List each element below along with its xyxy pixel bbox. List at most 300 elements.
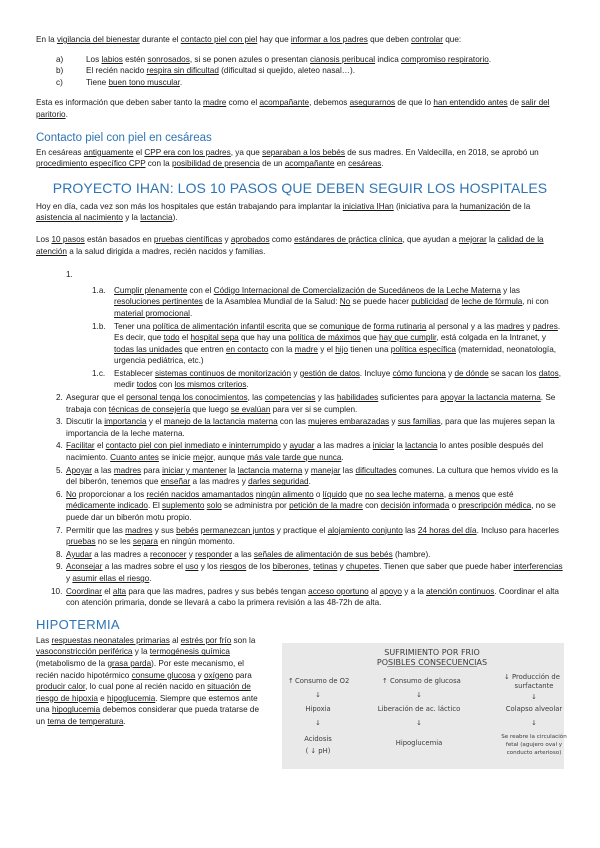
text: a las <box>91 465 114 475</box>
text: y la <box>132 647 150 657</box>
text: de los <box>246 562 273 572</box>
text: las <box>340 465 356 475</box>
underlined-text: asistencia al nacimiento <box>36 213 123 223</box>
underlined-text: publicidad <box>411 297 449 307</box>
underlined-text: madres <box>125 525 153 535</box>
underlined-text: separa <box>132 537 158 547</box>
underlined-text: técnicas de consejería <box>108 404 191 414</box>
underlined-text: todos <box>136 380 157 390</box>
underlined-text: atención continuos <box>426 586 495 596</box>
underlined-text: sistemas continuos de monitorización <box>154 368 292 378</box>
underlined-text: acceso oportuno <box>308 586 369 596</box>
underlined-text: producir calor <box>36 682 86 692</box>
step-item <box>36 549 564 561</box>
text: El recién nacido <box>86 66 147 76</box>
text: el <box>133 147 145 157</box>
step-item <box>36 392 564 415</box>
cesarean-paragraph <box>36 147 564 170</box>
underlined-text: separaban a los bebés <box>262 147 345 157</box>
underlined-text: Aconsejar <box>66 562 103 572</box>
text: , medir <box>114 368 562 390</box>
underlined-text: ayudar <box>289 441 315 451</box>
text: . <box>149 573 152 583</box>
text: de un <box>259 159 285 169</box>
text: y <box>195 670 204 680</box>
underlined-text: leche de fórmula <box>461 297 523 307</box>
underlined-text: Facilitar <box>66 441 95 451</box>
underlined-text: procedimiento específico CPP <box>36 159 146 169</box>
arrow-down-icon: ↓ <box>314 690 321 699</box>
underlined-text: apoyar la lactancia materna <box>440 393 541 403</box>
text: se puede hacer <box>350 297 412 307</box>
underlined-text: estrés por frío <box>180 635 232 645</box>
underlined-text: decisión informada <box>380 501 450 511</box>
underlined-text: estándares de práctica clínica <box>294 234 403 244</box>
text: y practique el <box>274 525 328 535</box>
underlined-text: antiguamente <box>83 147 134 157</box>
underlined-text: alojamiento conjunto <box>327 525 403 535</box>
text: para que las madres, padres y sus bebés tengan <box>126 586 309 596</box>
underlined-text: 10 pasos <box>51 234 85 244</box>
underlined-text: interferencias <box>513 562 563 572</box>
arrow-down-icon: ↓ <box>503 672 510 681</box>
underlined-text: suplemento <box>162 501 205 511</box>
underlined-text: contacto piel con piel inmediato e ininterrumpido <box>105 441 281 451</box>
text: Esta es información que deben saber tanto la <box>36 98 204 108</box>
underlined-text: más vale tarde que nunca <box>247 453 342 463</box>
underlined-text: reconocer <box>150 549 187 559</box>
text: con <box>362 501 381 511</box>
text: y a la <box>401 586 427 596</box>
text: y <box>291 368 300 378</box>
text: hay que <box>257 35 291 44</box>
text: . <box>341 453 344 463</box>
text: , que ayudan a <box>402 234 459 244</box>
text: , lo cual pone al recién nacido en <box>85 682 208 692</box>
text: o <box>449 501 459 511</box>
underlined-text: mejorar <box>458 234 487 244</box>
text: a las madres a <box>91 549 151 559</box>
text: , ya que <box>230 147 263 157</box>
list-label: c) <box>56 77 63 87</box>
underlined-text: contacto piel con piel <box>180 35 258 44</box>
list-label: 1.c. <box>92 368 106 378</box>
step-text <box>66 489 564 524</box>
underlined-text: controlar <box>411 35 443 44</box>
text: y <box>280 441 290 451</box>
underlined-text: material promocional <box>114 308 190 318</box>
col3-bottom-line2: fetal (agujero oval y <box>505 741 562 748</box>
underlined-text: prescripción médica <box>458 501 532 511</box>
cold-stress-diagram <box>282 643 567 769</box>
text: el <box>101 586 113 596</box>
text: como <box>269 234 295 244</box>
underlined-text: competencias <box>264 393 316 403</box>
text: a las <box>232 549 254 559</box>
underlined-text: datos <box>538 368 559 378</box>
text: Discutir la <box>66 417 105 427</box>
underlined-text: madre <box>294 344 318 354</box>
text: proporcionar a los <box>76 489 147 499</box>
underlined-text: respira sin dificultad <box>146 66 219 76</box>
underlined-text: Apoyar <box>66 465 92 475</box>
underlined-text: Código Internacional de Comercialización de Sucedáneos de la Leche Materna <box>213 285 501 295</box>
text: se administra por <box>221 501 290 511</box>
text: Las <box>36 635 52 645</box>
text: la <box>486 234 498 244</box>
text: no se les <box>95 537 133 547</box>
text: . Es decir, que <box>114 321 561 343</box>
underlined-text: importancia <box>104 417 147 427</box>
underlined-text: Ayudar <box>66 549 92 559</box>
list-label: 1.b. <box>92 321 106 331</box>
text: como el <box>226 98 260 108</box>
underlined-text: CPP era con los padres <box>144 147 231 157</box>
cesarean-heading: Contacto piel con piel en cesáreas <box>36 131 212 144</box>
text: comunes. La cultura que hemos vivido es la del biberón, tenemos que <box>66 465 559 487</box>
underlined-text: pruebas científicas <box>153 234 223 244</box>
text: la <box>226 465 238 475</box>
underlined-text: pruebas <box>66 537 96 547</box>
underlined-text: acompañante <box>259 98 310 108</box>
underlined-text: madres <box>113 465 142 475</box>
text: de sus madres. En Valdecilla, en 2018, se aprobó un <box>344 147 539 157</box>
text: , <box>308 562 314 572</box>
step-number: 6. <box>56 489 63 499</box>
col2-top: Consumo de glucosa <box>389 676 461 685</box>
text: que hay una <box>238 333 289 343</box>
underlined-text: No <box>66 489 77 499</box>
text: . <box>123 716 126 726</box>
step-item <box>36 489 564 524</box>
text: ). Por este mecanismo, el recién nacido hipotérmico <box>36 658 244 680</box>
underlined-text: apoyo <box>379 586 402 596</box>
underlined-text: hijo <box>335 344 348 354</box>
underlined-text: hipoglucemia <box>107 693 156 703</box>
text: (metabolismo de la <box>36 658 108 668</box>
list-item <box>92 368 564 391</box>
col3-bottom: Se reabre la circulación <box>500 733 567 740</box>
underlined-text: uso <box>185 562 199 572</box>
underlined-text: a menos <box>448 489 480 499</box>
text: debemos considerar que pueda tratarse de un <box>36 705 260 726</box>
diagram-subtitle: POSIBLES CONSECUENCIAS <box>376 657 487 667</box>
text: y los <box>198 562 220 572</box>
underlined-text: dificultades <box>355 465 397 475</box>
list-label: b) <box>56 66 64 76</box>
col1-bottom: Acidosis <box>303 734 332 743</box>
text: la <box>394 441 406 451</box>
step-number: 2. <box>56 393 63 403</box>
step-text <box>66 416 564 439</box>
underlined-text: termogénesis química <box>149 647 230 657</box>
step-number: 5. <box>56 465 63 475</box>
col1-top: Consumo de O2 <box>294 676 349 685</box>
text: de la <box>510 201 531 211</box>
text: las <box>402 525 418 535</box>
underlined-text: Coordinar <box>66 586 102 596</box>
underlined-text: médicamente indicado <box>66 501 148 511</box>
diagram-title: SUFRIMIENTO POR FRIO <box>383 647 480 657</box>
underlined-text: iniciativa IHan <box>342 201 394 211</box>
underlined-text: respuestas neonatales primarias <box>51 635 170 645</box>
underlined-text: mejor <box>193 453 214 463</box>
text: , si se ponen azules o presentan <box>189 54 310 64</box>
col3-mid: Colapso alveolar <box>505 704 562 713</box>
underlined-text: vigilancia del bienestar <box>56 35 140 44</box>
underlined-text: solo <box>206 501 222 511</box>
intro-paragraph <box>36 34 564 46</box>
list-label: a) <box>56 54 64 64</box>
text: estén <box>122 54 148 64</box>
underlined-text: humanización <box>459 201 511 211</box>
list-item <box>92 285 564 320</box>
underlined-text: todas las unidades <box>114 344 183 354</box>
text: . Tienen que saber que puede haber <box>379 562 514 572</box>
arrow-down-icon: ↓ <box>530 692 537 701</box>
text: . Siempre que estemos ante una <box>36 693 258 715</box>
step-number: 8. <box>56 549 63 559</box>
text: y <box>445 368 455 378</box>
underlined-text: comunique <box>319 321 360 331</box>
underlined-text: hipoglucemia <box>51 705 101 715</box>
text: con la <box>268 344 295 354</box>
text: . El <box>147 501 163 511</box>
underlined-text: sus familias <box>397 417 441 427</box>
text: que deben <box>367 35 412 44</box>
text: , no se puede dar un biberón motu propio. <box>66 501 556 522</box>
step-item <box>36 440 564 463</box>
ihan-intro-paragraph <box>36 201 564 224</box>
text: de <box>507 98 522 108</box>
underlined-text: madre <box>203 98 227 108</box>
step-text <box>66 440 564 463</box>
text: a las madres a <box>314 441 373 451</box>
underlined-text: hay que cumplir <box>378 333 437 343</box>
text: (iniciativa para la <box>393 201 460 211</box>
underlined-text: señales de alimentación de sus bebés <box>253 549 393 559</box>
underlined-text: consume glucosa <box>131 670 196 680</box>
text: Tiene <box>86 77 109 87</box>
underlined-text: 24 horas del día <box>417 525 477 535</box>
text: en ningún momento. <box>157 537 235 547</box>
text: que: <box>442 35 462 44</box>
underlined-text: iniciar <box>372 441 395 451</box>
underlined-text: han entendido antes <box>433 98 508 108</box>
text: el <box>179 333 191 343</box>
underlined-text: todo <box>163 333 180 343</box>
underlined-text: lactancia <box>405 441 438 451</box>
step-number: 4. <box>56 441 63 451</box>
text: al <box>169 635 181 645</box>
text: durante el <box>139 35 181 44</box>
underlined-text: cianosis peribucal <box>310 54 376 64</box>
underlined-text: vasoconstricción periférica <box>36 647 133 657</box>
text: el <box>94 441 106 451</box>
text: y sus <box>152 525 177 535</box>
text: y <box>302 465 311 475</box>
step-text <box>66 549 430 561</box>
text: , <box>443 489 449 499</box>
step-item <box>36 586 564 609</box>
text: . Incluye <box>359 368 393 378</box>
underlined-text: asegurarnos <box>349 98 396 108</box>
text: y <box>524 321 533 331</box>
text: en <box>334 159 349 169</box>
underlined-text: de dónde <box>454 368 489 378</box>
underlined-text: política de máximos <box>288 333 361 343</box>
step-1-label: 1. <box>66 270 73 280</box>
step-number: 3. <box>56 417 63 427</box>
step-number: 7. <box>56 525 63 535</box>
underlined-text: tetinas <box>313 562 338 572</box>
underlined-text: lactancia <box>140 213 173 223</box>
text: (dificultad si quejido, aleteo nasal…). <box>218 66 355 76</box>
text: En cesáreas <box>36 147 84 157</box>
text: con las <box>277 417 309 427</box>
col3-top-line2: surfactante <box>514 681 554 690</box>
text: . <box>190 308 193 318</box>
text: En la <box>36 35 57 44</box>
hypothermia-section <box>36 635 567 769</box>
underlined-text: se evalúan <box>230 404 271 414</box>
text: , debemos <box>309 98 350 108</box>
text: que <box>360 333 379 343</box>
text: de que lo <box>395 98 434 108</box>
underlined-text: ningún alimento <box>255 489 314 499</box>
text: . Incluso para hacerles <box>476 525 559 535</box>
text: . Se trabaja con <box>66 393 556 414</box>
col2-mid: Liberación de ac. láctico <box>377 704 460 713</box>
underlined-text: manejar <box>310 465 341 475</box>
text: de la Asamblea Mundial de la Salud: <box>202 297 340 307</box>
col3-bottom-line3: conducto arterioso) <box>506 749 561 756</box>
underlined-text: salir del paritorio <box>36 98 550 119</box>
underlined-text: petición de la madre <box>289 501 363 511</box>
text: . <box>246 380 249 390</box>
underlined-text: madres <box>496 321 525 331</box>
list-item <box>36 65 564 77</box>
list-item <box>36 54 564 66</box>
ihan-heading: PROYECTO IHAN: LOS 10 PASOS QUE DEBEN SEGUIR LOS HOSPITALES <box>52 179 548 196</box>
underlined-text: cesáreas <box>348 159 382 169</box>
underlined-text: en contacto <box>225 344 269 354</box>
list-item <box>36 77 564 89</box>
text: y <box>337 562 346 572</box>
text: ). <box>172 213 178 223</box>
text: con la <box>145 159 172 169</box>
underlined-text: biberones <box>272 562 309 572</box>
text: de <box>448 297 462 307</box>
arrow-down-icon: ↓ <box>530 718 537 727</box>
underlined-text: cómo funciona <box>392 368 446 378</box>
text: . <box>381 159 384 169</box>
step-item <box>36 416 564 439</box>
text: y <box>389 417 398 427</box>
underlined-text: líquido <box>322 489 347 499</box>
underlined-text: chupetes <box>345 562 380 572</box>
text: Asegurar que el <box>66 393 127 403</box>
text: para ver si se cumplen. <box>270 404 358 414</box>
text: , para que las mujeres sepan la importancia de la leche materna. <box>66 417 555 438</box>
underlined-text: mujeres embarazadas <box>308 417 390 427</box>
text: y <box>186 549 196 559</box>
text: y el <box>146 417 164 427</box>
step-text <box>66 392 564 415</box>
text: , aunque <box>213 453 248 463</box>
text: Permitir que las <box>66 525 126 535</box>
text: Los <box>86 54 102 64</box>
underlined-text: padres <box>532 321 558 331</box>
underlined-text: acompañante <box>284 159 335 169</box>
text: están basados en <box>84 234 154 244</box>
underlined-text: los mismos criterios <box>174 380 247 390</box>
underlined-text: no sea leche materna <box>365 489 444 499</box>
arrow-up-icon: ↑ <box>381 676 388 685</box>
underlined-text: Cumplir plenamente <box>114 285 188 295</box>
diagram-canvas <box>282 643 582 769</box>
underlined-text: compromiso respiratorio <box>401 54 489 64</box>
text: se sacan los <box>488 368 539 378</box>
arrow-down-icon: ↓ <box>415 718 422 727</box>
underlined-text: posibilidad de presencia <box>171 159 260 169</box>
text: son la <box>231 635 256 645</box>
text: a las madres y <box>190 477 249 487</box>
text: que entren <box>182 344 226 354</box>
underlined-text: política específica <box>390 344 456 354</box>
underlined-text: enseñar <box>160 477 191 487</box>
text: Hoy en día, cada vez son más los hospitales que están trabajando para implantar la <box>36 201 343 211</box>
hypothermia-paragraph <box>36 635 268 769</box>
underlined-text: iniciar y mantener <box>162 465 227 475</box>
step-text <box>66 465 564 488</box>
text: e <box>97 693 108 703</box>
text: de <box>359 321 374 331</box>
text: para <box>233 670 252 680</box>
text: o <box>313 489 323 499</box>
text: (maternidad, neonatología, urgencia pediátrica, etc.) <box>114 344 557 366</box>
underlined-text: alta <box>112 586 127 596</box>
companion-paragraph <box>36 97 564 120</box>
underlined-text: oxígeno <box>203 670 234 680</box>
underlined-text: tema de temperatura <box>47 716 124 726</box>
text: y <box>66 573 73 583</box>
text: que se <box>290 321 320 331</box>
underlined-text: forma rutinaria <box>373 321 427 331</box>
arrow-up-icon: ↑ <box>287 676 294 685</box>
underlined-text: calidad de la atención <box>36 234 544 256</box>
text: y la <box>122 213 141 223</box>
arrow-down-icon: ↓ <box>415 690 422 699</box>
text: Tener una <box>114 321 153 331</box>
text: , ni con <box>522 297 549 307</box>
text: Los <box>36 234 52 244</box>
text: que esté <box>479 489 514 499</box>
underlined-text: hospital sepa <box>190 333 239 343</box>
text: . <box>488 54 492 64</box>
underlined-text: personal tenga los conocimientos <box>126 393 248 403</box>
underlined-text: No <box>339 297 351 307</box>
underlined-text: darles seguridad <box>248 477 309 487</box>
text: . <box>179 77 183 87</box>
underlined-text: buen tono muscular <box>108 77 180 87</box>
step-text <box>66 525 564 548</box>
text: . Coordinar el alta con atención primaria, donde se llevará a cabo la primera revisión a las 48-72h de alta. <box>66 586 559 608</box>
text: que luego <box>190 404 231 414</box>
text: se inicie <box>158 453 194 463</box>
arrow-down-icon: ↓ <box>314 718 321 727</box>
step-number: 9. <box>56 562 63 572</box>
